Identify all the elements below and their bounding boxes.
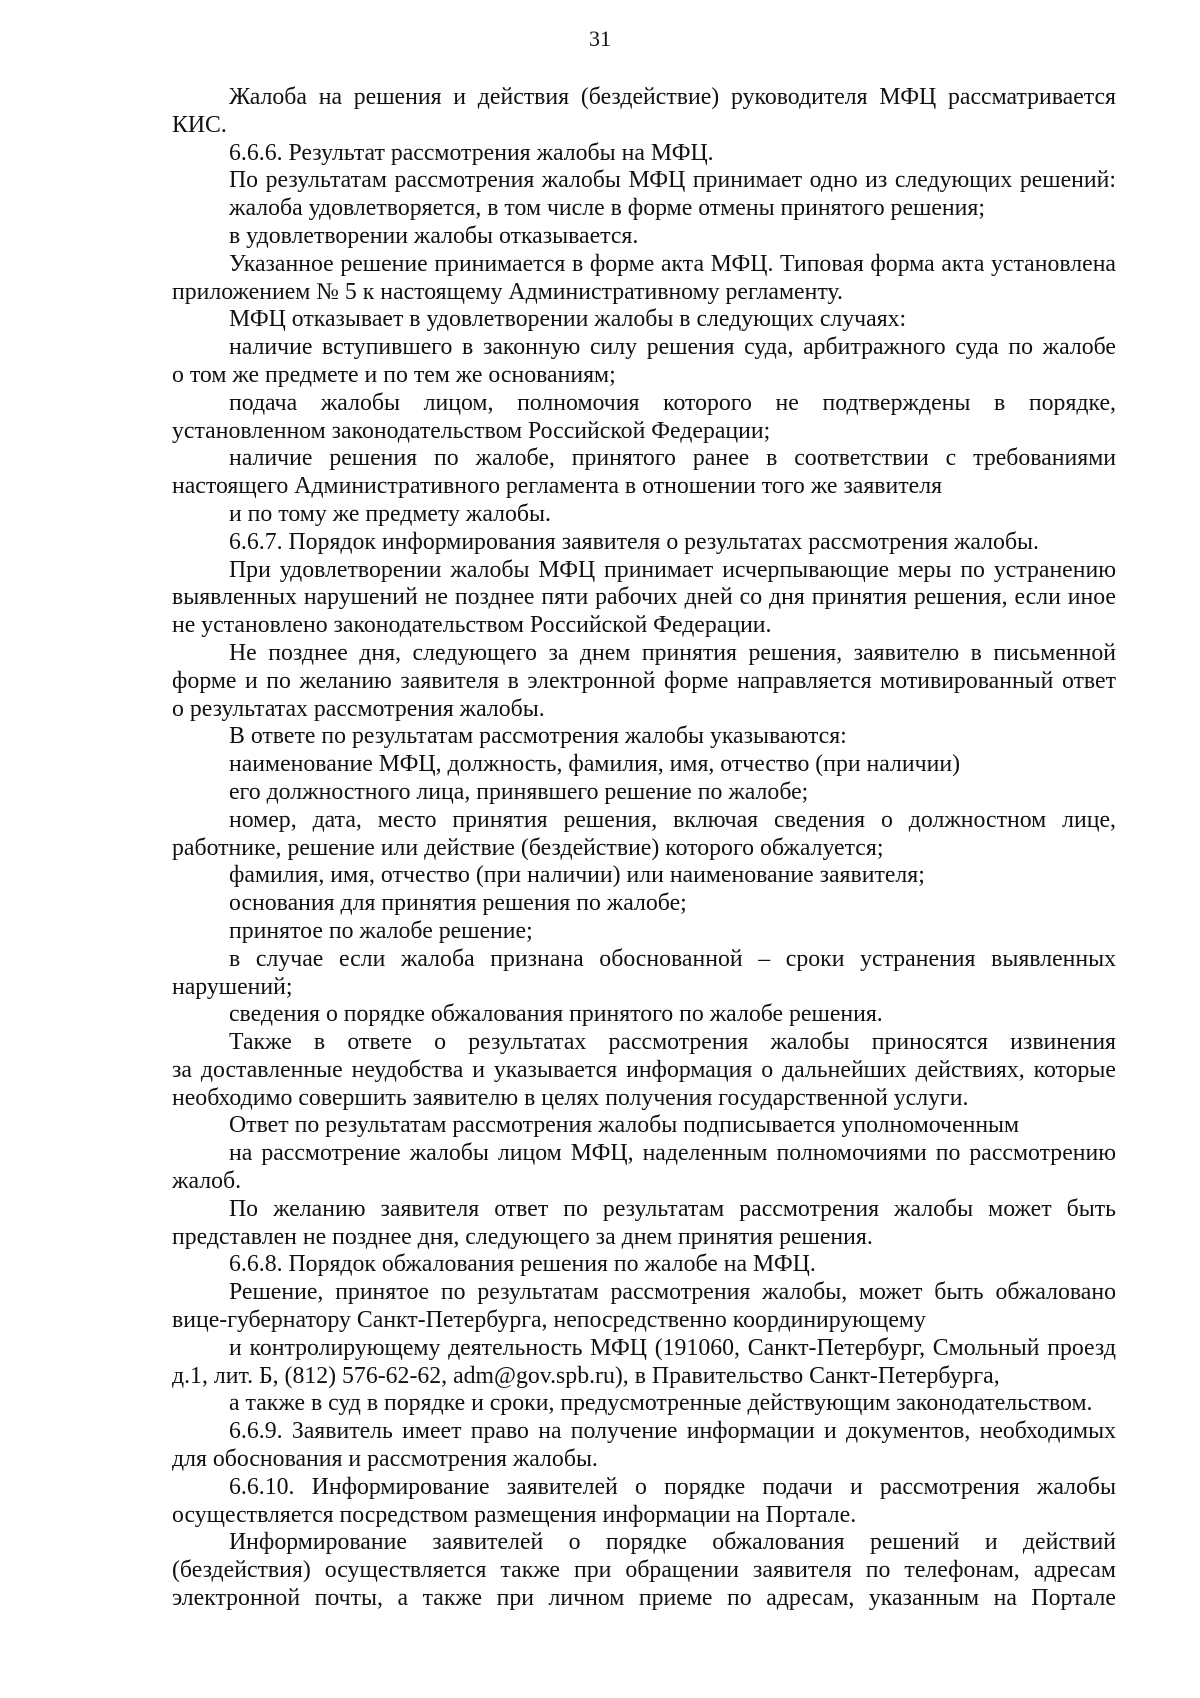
- text-line: д.1, лит. Б, (812) 576-62-62, adm@gov.spb.ru), в Правительство Санкт-Петербурга,: [172, 1362, 1000, 1389]
- text-line: По результатам рассмотрения жалобы МФЦ принимает одно из следующих решений:: [229, 167, 1116, 194]
- text-line: Решение, принятое по результатам рассмотрения жалобы, может быть обжаловано: [229, 1279, 1116, 1306]
- text-line: в удовлетворении жалобы отказывается.: [229, 222, 639, 249]
- text-line: жалоба удовлетворяется, в том числе в форме отмены принятого решения;: [229, 195, 985, 222]
- text-line: и по тому же предмету жалобы.: [229, 500, 551, 527]
- text-line: за доставленные неудобства и указывается информация о дальнейших действиях, которые: [172, 1056, 1116, 1083]
- text-line: о том же предмете и по тем же основаниям;: [172, 361, 616, 388]
- text-line: и контролирующему деятельность МФЦ (191060, Санкт-Петербург, Смольный проезд: [229, 1334, 1116, 1361]
- text-line: выявленных нарушений не позднее пяти рабочих дней со дня принятия решения, если иное: [172, 584, 1116, 611]
- text-line: Жалоба на решения и действия (бездействие) руководителя МФЦ рассматривается: [229, 84, 1116, 110]
- text-line: 6.6.10. Информирование заявителей о порядке подачи и рассмотрения жалобы: [229, 1473, 1116, 1500]
- text-line: не установлено законодательством Российской Федерации.: [172, 612, 772, 639]
- text-line: 6.6.9. Заявитель имеет право на получение информации и документов, необходимых: [229, 1418, 1116, 1445]
- text-line: сведения о порядке обжалования принятого по жалобе решения.: [229, 1001, 883, 1028]
- text-line: наличие вступившего в законную силу решения суда, арбитражного суда по жалобе: [229, 334, 1116, 361]
- text-line: работнике, решение или действие (бездействие) которого обжалуется;: [172, 834, 884, 861]
- text-line: вице-губернатору Санкт-Петербурга, непосредственно координирующему: [172, 1307, 926, 1334]
- text-line: 6.6.8. Порядок обжалования решения по жалобе на МФЦ.: [229, 1251, 816, 1278]
- text-line: о результатах рассмотрения жалобы.: [172, 695, 545, 722]
- text-line: в случае если жалоба признана обоснованной – сроки устранения выявленных: [229, 945, 1116, 972]
- text-line: осуществляется посредством размещения информации на Портале.: [172, 1501, 857, 1528]
- text-line: основания для принятия решения по жалобе;: [229, 890, 687, 917]
- text-line: установленном законодательством Российской Федерации;: [172, 417, 771, 444]
- text-line: на рассмотрение жалобы лицом МФЦ, наделенным полномочиями по рассмотрению: [229, 1140, 1116, 1167]
- text-line: 6.6.6. Результат рассмотрения жалобы на МФЦ.: [229, 139, 714, 166]
- text-line: жалоб.: [172, 1168, 242, 1195]
- document-body: [172, 84, 1116, 1613]
- text-line: МФЦ отказывает в удовлетворении жалобы в следующих случаях:: [229, 306, 907, 333]
- text-line: нарушений;: [172, 973, 293, 1000]
- text-line: представлен не позднее дня, следующего за днем принятия решения.: [172, 1223, 873, 1250]
- text-line: наличие решения по жалобе, принятого ранее в соответствии с требованиями: [229, 445, 1116, 472]
- text-line: его должностного лица, принявшего решение по жалобе;: [229, 778, 809, 805]
- text-line: необходимо совершить заявителю в целях получения государственной услуги.: [172, 1084, 969, 1111]
- text-line: фамилия, имя, отчество (при наличии) или наименование заявителя;: [229, 862, 925, 889]
- text-line: для обоснования и рассмотрения жалобы.: [172, 1446, 598, 1473]
- text-line: КИС.: [172, 111, 227, 138]
- text-line: номер, дата, место принятия решения, включая сведения о должностном лице,: [229, 806, 1116, 833]
- text-line: При удовлетворении жалобы МФЦ принимает исчерпывающие меры по устранению: [229, 556, 1116, 583]
- text-line: 6.6.7. Порядок информирования заявителя о результатах рассмотрения жалобы.: [229, 528, 1039, 555]
- text-line: форме и по желанию заявителя в электронной форме направляется мотивированный ответ: [172, 667, 1116, 694]
- text-line: Не позднее дня, следующего за днем принятия решения, заявителю в письменной: [229, 639, 1116, 666]
- text-line: Ответ по результатам рассмотрения жалобы подписывается уполномоченным: [229, 1112, 1020, 1139]
- text-line: Указанное решение принимается в форме акта МФЦ. Типовая форма акта установлена: [229, 250, 1116, 277]
- text-line: Информирование заявителей о порядке обжалования решений и действий: [229, 1529, 1116, 1556]
- page-number: 31: [589, 26, 611, 51]
- text-line: электронной почты, а также при личном приеме по адресам, указанным на Портале: [172, 1585, 1116, 1612]
- text-line: подача жалобы лицом, полномочия которого не подтверждены в порядке,: [229, 389, 1116, 416]
- text-line: настоящего Административного регламента в отношении того же заявителя: [172, 473, 943, 500]
- text-line: (бездействия) осуществляется также при обращении заявителя по телефонам, адресам: [172, 1557, 1116, 1584]
- text-line: В ответе по результатам рассмотрения жалобы указываются:: [229, 723, 847, 750]
- text-line: Также в ответе о результатах рассмотрения жалобы приносятся извинения: [229, 1029, 1116, 1056]
- text-line: а также в суд в порядке и сроки, предусмотренные действующим законодательством.: [229, 1390, 1093, 1417]
- text-line: принятое по жалобе решение;: [229, 917, 533, 944]
- text-line: приложением № 5 к настоящему Административному регламенту.: [172, 278, 843, 305]
- text-line: наименование МФЦ, должность, фамилия, имя, отчество (при наличии): [229, 751, 961, 778]
- text-line: По желанию заявителя ответ по результатам рассмотрения жалобы может быть: [229, 1195, 1116, 1222]
